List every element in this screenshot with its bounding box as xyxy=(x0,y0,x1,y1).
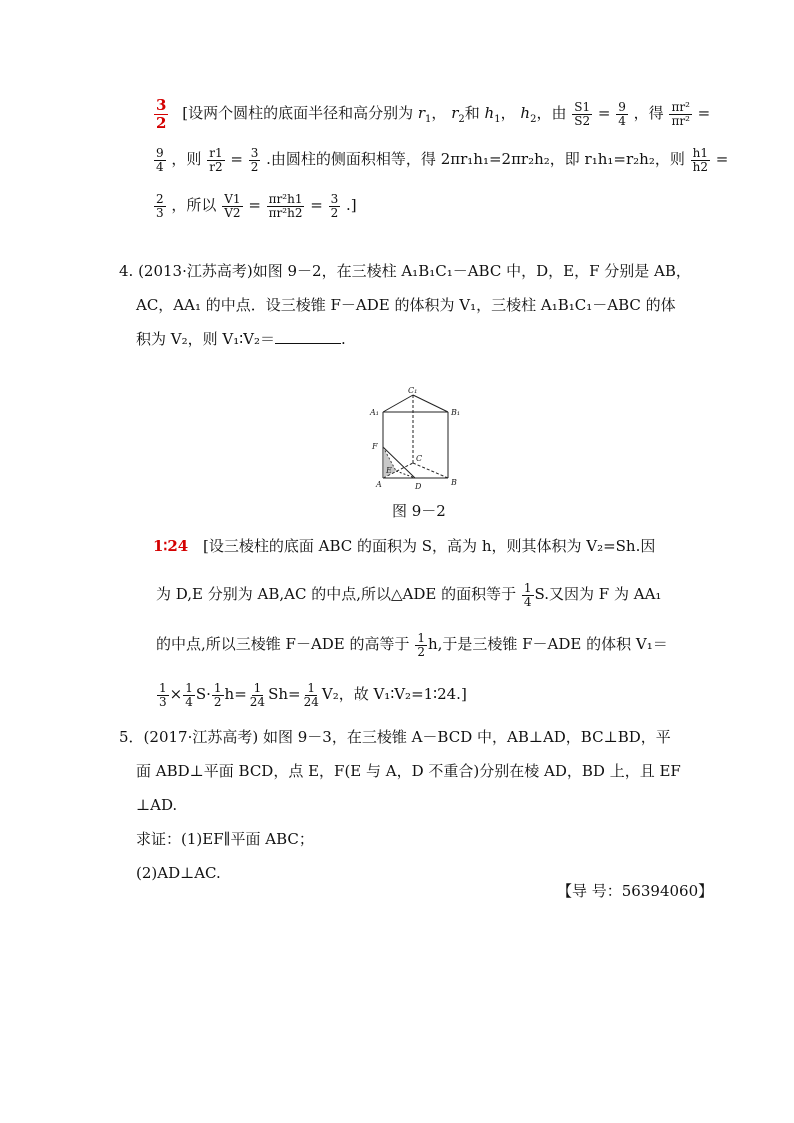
fraction: $\frac{2}{3}$ xyxy=(156,191,164,220)
q5-line-5: (2)AD⊥AC. xyxy=(136,864,221,882)
vertex-label: D xyxy=(415,482,422,491)
fraction: $\frac{1}{4}$ xyxy=(185,680,193,709)
reference-number: 【导 号：56394060】 xyxy=(557,882,714,900)
prism-figure xyxy=(368,385,468,495)
q3-answer-line-1: $\frac{3}{2}$ [设两个圆柱的底面半径和高分别为 $r_1$， $r_2$和 $h_1$， $h_2$，由 $\frac{S1}{S2}$ = $\frac{9}{4}$ ，得 $\frac{\text{πr²}}{\text{πr²}}$ = xyxy=(156,95,711,132)
q4-answer-line-4: $\frac{1}{3}$ × $\frac{1}{4}$ S· $\frac{1}{2}$ h= $\frac{1}{24}$ Sh= $\frac{1}{24}$ V₂，故 V₁∶V₂=1∶24.] xyxy=(159,680,467,709)
figure-caption: 图 9－2 xyxy=(392,502,446,520)
q4-line-3: 积为 V₂，则 V₁∶V₂＝ . xyxy=(136,330,346,348)
q3-answer-label: $\frac{3}{2}$ xyxy=(156,95,167,132)
fraction: $\frac{3}{2}$ xyxy=(330,191,339,220)
vertex-label: A xyxy=(376,480,382,489)
q4-answer xyxy=(153,529,668,711)
fraction: $\frac{V1}{V2}$ xyxy=(224,191,241,220)
fraction: $\frac{9}{4}$ xyxy=(618,99,626,128)
fraction: $\frac{9}{4}$ xyxy=(156,145,164,174)
fraction: $\frac{1}{2}$ xyxy=(213,680,222,709)
vertex-label: C₁ xyxy=(408,386,418,395)
fraction: $\frac{1}{4}$ xyxy=(523,580,532,609)
q4-answer-line-3: 的中点,所以三棱锥 F－ADE 的高等于 $\frac{1}{2}$ h,于是三棱锥 F－ADE 的体积 V₁＝ xyxy=(156,630,668,659)
q3-answer-line-2: $\frac{9}{4}$ ，则 $\frac{r1}{r2}$ = $\frac{3}{2}$ .由圆柱的侧面积相等，得 2πr₁h₁=2πr₂h₂，即 r₁h₁=r₂h₂，则 $\frac{h1}{h2}$ = xyxy=(156,145,729,174)
fraction: $\frac{r1}{r2}$ xyxy=(209,145,223,174)
q5-line-1: 5．(2017·江苏高考) 如图 9－3，在三棱锥 A－BCD 中，AB⊥AD，BC⊥BD，平 xyxy=(119,728,671,746)
q4-answer-line-2: 为 D,E 分别为 AB,AC 的中点,所以△ADE 的面积等于 $\frac{1}{4}$ S.又因为 F 为 AA₁ xyxy=(156,580,662,609)
fraction: $\frac{3}{2}$ xyxy=(250,145,259,174)
vertex-label: A₁ xyxy=(370,408,379,417)
q5-line-3: ⊥AD. xyxy=(136,796,178,814)
q3-answer-line-3: $\frac{2}{3}$ ，所以 $\frac{V1}{V2}$ = $\frac{\text{πr²h1}}{\text{πr²h2}}$ = $\frac{3}{2}$ .] xyxy=(156,191,357,220)
q3-answer xyxy=(153,96,728,222)
vertex-label: F xyxy=(372,442,378,451)
question-5 xyxy=(119,720,681,890)
fraction: $\frac{h1}{h2}$ xyxy=(692,145,708,174)
fraction: $\frac{1}{2}$ xyxy=(417,630,425,659)
vertex-label: B xyxy=(451,478,457,487)
fraction: $\frac{S1}{S2}$ xyxy=(574,99,591,128)
q4-line-1: 4. (2013·江苏高考)如图 9－2，在三棱柱 A₁B₁C₁－ABC 中，D，E，F 分别是 AB， xyxy=(119,262,691,280)
fraction: $\frac{1}{24}$ xyxy=(249,680,266,709)
vertex-label: B₁ xyxy=(451,408,461,417)
q5-line-2: 面 ABD⊥平面 BCD，点 E，F(E 与 A，D 不重合)分别在棱 AD，BD 上，且 EF xyxy=(136,762,681,780)
fraction: $\frac{\text{πr²h1}}{\text{πr²h2}}$ xyxy=(268,191,303,220)
q4-answer-label: 1∶24 xyxy=(153,537,189,555)
q4-line-2: AC，AA₁ 的中点．设三棱锥 F－ADE 的体积为 V₁，三棱柱 A₁B₁C₁－ABC 的体 xyxy=(136,296,676,314)
fraction: $\frac{1}{24}$ xyxy=(303,680,319,709)
answer-blank xyxy=(275,329,341,344)
fraction: $\frac{\text{πr²}}{\text{πr²}}$ xyxy=(671,99,690,128)
fraction: $\frac{1}{3}$ xyxy=(159,680,167,709)
q4-answer-line-1: 1∶24 [设三棱柱的底面 ABC 的面积为 S，高为 h，则其体积为 V₂=Sh.因 xyxy=(153,537,656,555)
q5-line-4: 求证：(1)EF∥平面 ABC； xyxy=(136,830,314,848)
q3-text: [设两个圆柱的底面半径和高分别为 xyxy=(182,104,414,122)
vertex-label: C xyxy=(416,454,423,463)
vertex-label: E xyxy=(386,466,392,475)
question-4 xyxy=(119,254,691,356)
